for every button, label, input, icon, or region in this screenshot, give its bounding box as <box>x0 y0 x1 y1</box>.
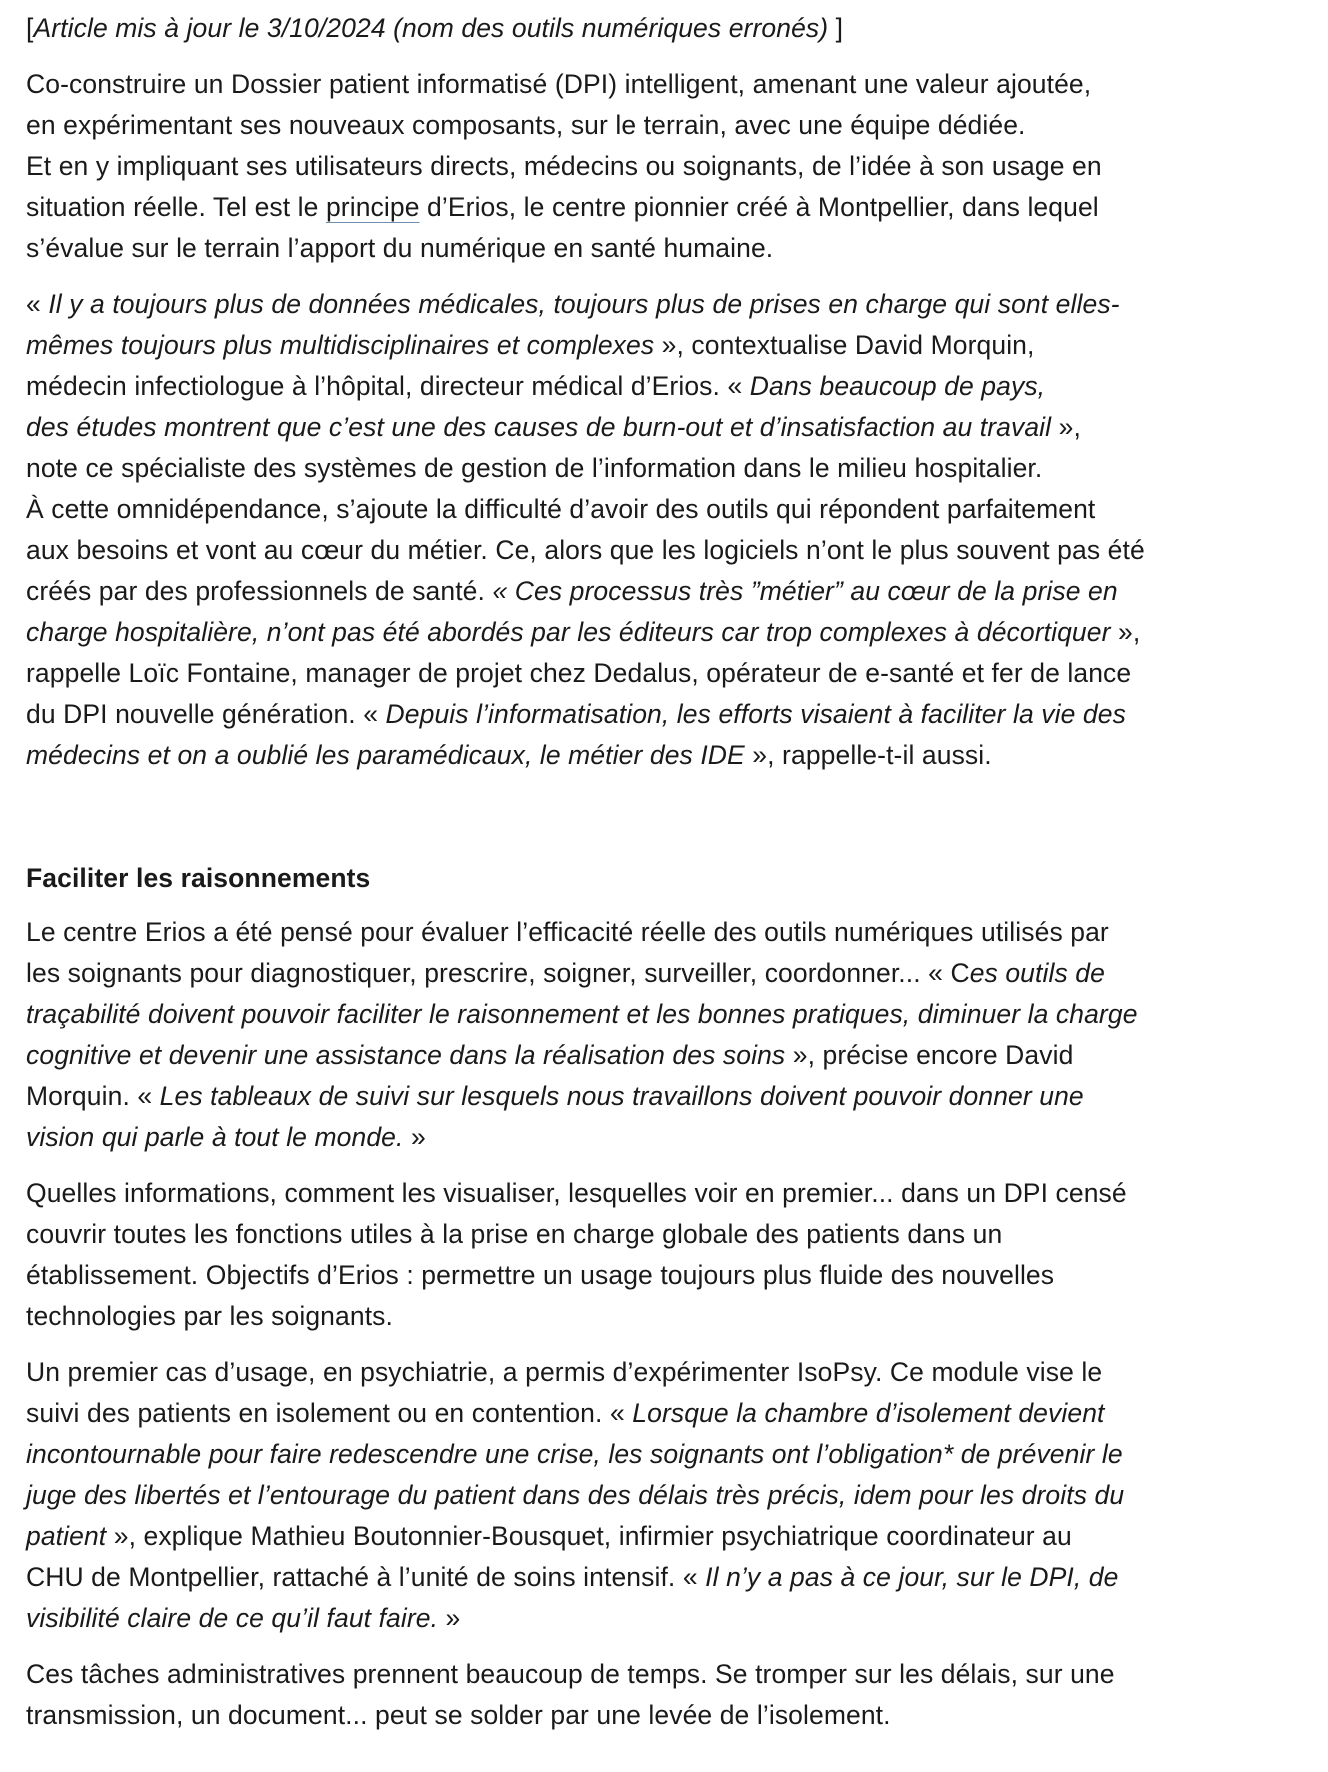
paragraph-line: transmission, un document... peut se solder par une levée de l’isolement. <box>26 1700 891 1730</box>
paragraph-line <box>26 571 1264 612</box>
quote-text: Il n’y a pas à ce jour, sur le DPI, de <box>705 1562 1119 1592</box>
quote-text: vision qui parle à tout le monde. <box>26 1122 404 1152</box>
quote-paragraph-morquin <box>26 284 1264 776</box>
paragraph-line: technologies par les soignants. <box>26 1301 393 1331</box>
paragraph-line <box>26 1516 1264 1557</box>
paragraph-line <box>26 735 1264 776</box>
quote-mark: », <box>1051 412 1081 442</box>
paragraph-erios-center <box>26 912 1264 1158</box>
quote-text: médecins et on a oublié les paramédicaux, le métier des IDE <box>26 740 745 770</box>
note-close-bracket: ] <box>828 13 844 43</box>
quote-text: Lorsque la chambre d’isolement devient <box>632 1398 1105 1428</box>
paragraph-line: À cette omnidépendance, s’ajoute la difficulté d’avoir des outils qui répondent parfaitement <box>26 494 1096 524</box>
quote-text: des études montrent que c’est une des causes de burn-out et d’insatisfaction au travail <box>26 412 1052 442</box>
paragraph-line <box>26 1557 1264 1598</box>
paragraph-line <box>26 694 1264 735</box>
quote-mark: » <box>403 1122 426 1152</box>
quote-mark: « <box>26 289 49 319</box>
quote-text: Il y a toujours plus de données médicales, toujours plus de prises en charge qui sont elles- <box>48 289 1120 319</box>
quote-mark: » <box>438 1603 461 1633</box>
paragraph-line: Ces tâches administratives prennent beaucoup de temps. Se tromper sur les délais, sur une <box>26 1659 1115 1689</box>
quote-text: visibilité claire de ce qu’il faut faire. <box>26 1603 439 1633</box>
quote-mark: », <box>1110 617 1141 647</box>
section-spacer <box>26 776 1264 858</box>
update-note <box>26 8 1264 49</box>
intro-line <box>26 187 1264 228</box>
section-heading: Faciliter les raisonnements <box>26 863 371 893</box>
body-text: créés par des professionnels de santé. <box>26 576 493 606</box>
attribution-text: », rappelle-t-il aussi. <box>744 740 992 770</box>
body-text: du DPI nouvelle génération. « <box>26 699 386 729</box>
body-text: suivi des patients en isolement ou en contention. « <box>26 1398 633 1428</box>
intro-text: d’Erios, le centre pionnier créé à Montpellier, dans lequel <box>419 192 1099 222</box>
attribution-text: CHU de Montpellier, rattaché à l’unité de soins intensif. « <box>26 1562 706 1592</box>
attribution-text: », explique Mathieu Boutonnier-Bousquet, infirmier psychiatrique coordinateur au <box>106 1521 1072 1551</box>
paragraph-line <box>26 1393 1264 1434</box>
quote-text: mêmes toujours plus multidisciplinaires et complexes <box>26 330 655 360</box>
quote-text: charge hospitalière, n’ont pas été abordés par les éditeurs car trop complexes à décortiquer <box>26 617 1111 647</box>
quote-text: Depuis l’informatisation, les efforts visaient à faciliter la vie des <box>385 699 1126 729</box>
paragraph-isopsy <box>26 1352 1264 1639</box>
quote-text: juge des libertés et l’entourage du patient dans des délais très précis, idem pour les droits du <box>26 1480 1125 1510</box>
paragraph-line: Quelles informations, comment les visualiser, lesquelles voir en premier... dans un DPI censé <box>26 1178 1127 1208</box>
intro-text: situation réelle. Tel est le <box>26 192 326 222</box>
intro-paragraph <box>26 64 1264 269</box>
paragraph-line <box>26 366 1264 407</box>
update-note-text: Article mis à jour le 3/10/2024 (nom des outils numériques erronés) <box>33 13 829 43</box>
paragraph-line <box>26 1035 1264 1076</box>
quote-text: patient <box>26 1521 107 1551</box>
paragraph-line <box>26 325 1264 366</box>
paragraph-line: aux besoins et vont au cœur du métier. Ce, alors que les logiciels n’ont le plus souvent pas été <box>26 535 1145 565</box>
paragraph-line <box>26 953 1264 994</box>
paragraph-line <box>26 612 1264 653</box>
attribution-text: Morquin. « <box>26 1081 160 1111</box>
intro-line: Co-construire un Dossier patient informatisé (DPI) intelligent, amenant une valeur ajoutée, <box>26 69 1092 99</box>
paragraph-line <box>26 1475 1264 1516</box>
body-text: les soignants pour diagnostiquer, prescrire, soigner, surveiller, coordonner... « C <box>26 958 970 988</box>
quote-text: Les tableaux de suivi sur lesquels nous travaillons doivent pouvoir donner une <box>159 1081 1084 1111</box>
principe-link[interactable]: principe <box>325 192 420 222</box>
paragraph-line <box>26 407 1264 448</box>
intro-line: Et en y impliquant ses utilisateurs directs, médecins ou soignants, de l’idée à son usage en <box>26 151 1102 181</box>
attribution-text: », précise encore David <box>785 1040 1074 1070</box>
attribution-text: », contextualise David Morquin, <box>654 330 1035 360</box>
paragraph-line: note ce spécialiste des systèmes de gestion de l’information dans le milieu hospitalier. <box>26 453 1043 483</box>
note-open-bracket: [ <box>26 13 34 43</box>
paragraph-line <box>26 1076 1264 1117</box>
paragraph-line: couvrir toutes les fonctions utiles à la prise en charge globale des patients dans un <box>26 1219 1003 1249</box>
paragraph-line: Le centre Erios a été pensé pour évaluer l’efficacité réelle des outils numériques utilisés par <box>26 917 1109 947</box>
quote-text: Dans beaucoup de pays, <box>749 371 1046 401</box>
paragraph-objectives <box>26 1173 1264 1337</box>
quote-text: traçabilité doivent pouvoir faciliter le raisonnement et les bonnes pratiques, diminuer la charge <box>26 999 1138 1029</box>
paragraph-line: établissement. Objectifs d’Erios : permettre un usage toujours plus fluide des nouvelles <box>26 1260 1055 1290</box>
paragraph-line <box>26 1598 1264 1639</box>
quote-text: es outils de <box>969 958 1105 988</box>
paragraph-line <box>26 1434 1264 1475</box>
quote-text: incontournable pour faire redescendre une crise, les soignants ont l’obligation* de prévenir le <box>26 1439 1123 1469</box>
paragraph-line: rappelle Loïc Fontaine, manager de projet chez Dedalus, opérateur de e-santé et fer de lance <box>26 658 1132 688</box>
paragraph-line <box>26 284 1264 325</box>
intro-line: s’évalue sur le terrain l’apport du numérique en santé humaine. <box>26 233 774 263</box>
paragraph-line: Un premier cas d’usage, en psychiatrie, a permis d’expérimenter IsoPsy. Ce module vise le <box>26 1357 1103 1387</box>
attribution-text: médecin infectiologue à l’hôpital, directeur médical d’Erios. « <box>26 371 750 401</box>
paragraph-line <box>26 994 1264 1035</box>
quote-text: cognitive et devenir une assistance dans la réalisation des soins <box>26 1040 786 1070</box>
quote-text: « Ces processus très ”métier” au cœur de la prise en <box>492 576 1118 606</box>
paragraph-line <box>26 1117 1264 1158</box>
intro-line: en expérimentant ses nouveaux composants, sur le terrain, avec une équipe dédiée. <box>26 110 1026 140</box>
paragraph-admin-tasks <box>26 1654 1264 1736</box>
